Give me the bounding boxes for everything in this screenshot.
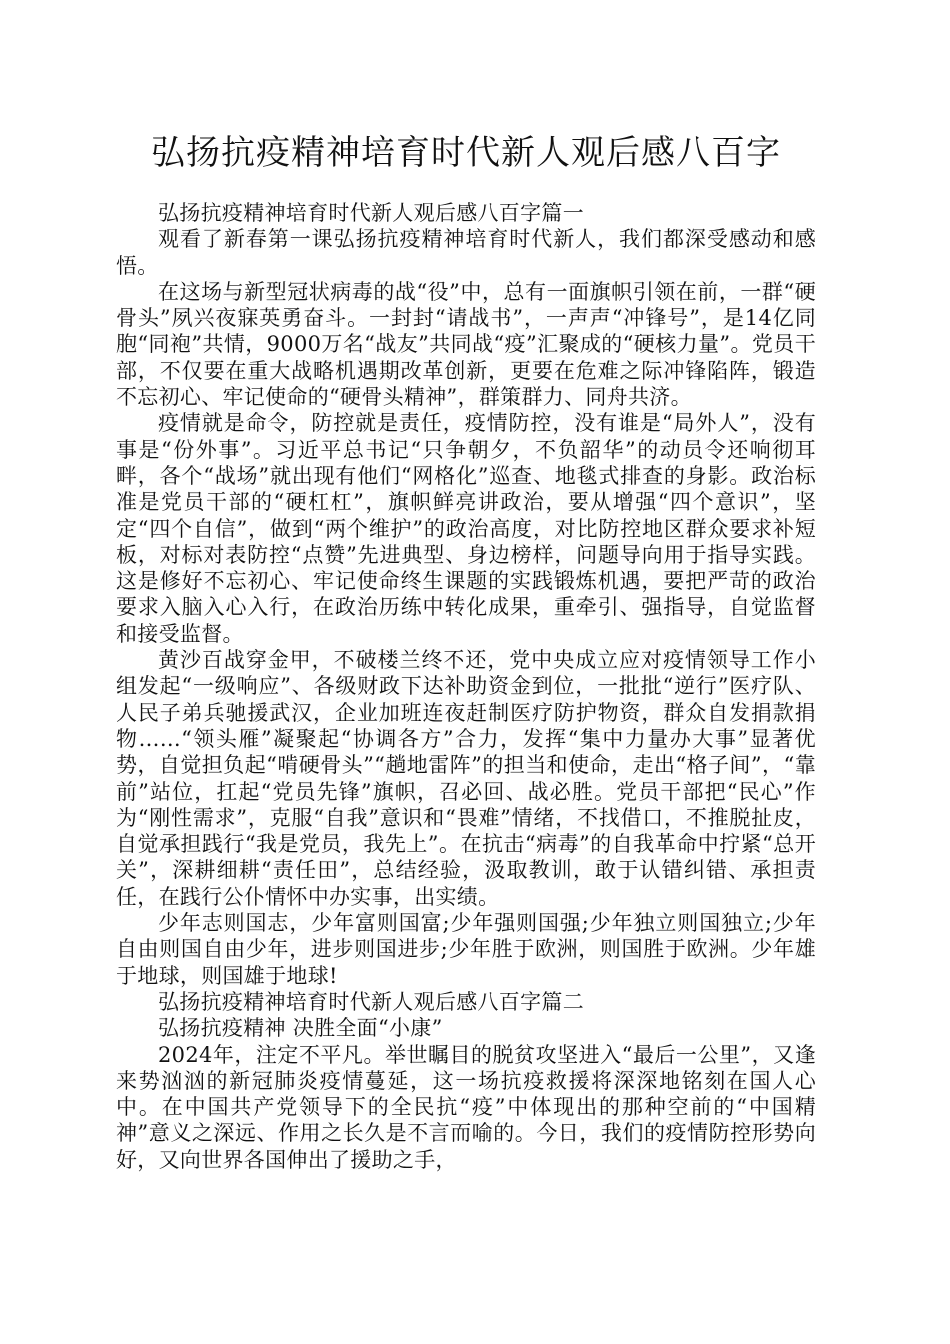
document-body	[116, 200, 816, 1173]
paragraph-youth: 少年志则国志，少年富则国富;少年强则国强;少年独立则国独立;少年自由则国自由少年，进步则国进步;少年胜于欧洲，则国胜于欧洲。少年雄于地球，则国雄于地球!	[116, 911, 816, 988]
paragraph-intro: 观看了新春第一课弘扬抗疫精神培育时代新人，我们都深受感动和感悟。	[116, 227, 816, 278]
paragraph-epidemic-order: 疫情就是命令，防控就是责任，疫情防控，没有谁是“局外人”，没有事是“份外事”。习近平总书记“只争朝夕，不负韶华”的动员令还响彻耳畔，各个“战场”就出现有他们“网格化”巡查、地毯式排查的身影。政治标准是党员干部的“硬杠杠”，旗帜鲜亮讲政治，要从增强“四个意识”，坚定“四个自信”，做到“两个维护”的政治高度，对比防控地区群众要求补短板，对标对表防控“点赞”先进典型、身边榜样，问题导向用于指导实践。这是修好不忘初心、牢记使命终生课题的实践锻炼机遇，要把严苛的政治要求入脑入心入行，在政治历练中转化成果，重牵引、强指导，自觉监督和接受监督。	[116, 411, 816, 646]
section-heading-1: 弘扬抗疫精神培育时代新人观后感八百字篇一	[158, 201, 584, 225]
document-title: 弘扬抗疫精神培育时代新人观后感八百字	[151, 133, 781, 173]
document-page	[116, 0, 816, 1173]
section-subtitle: 弘扬抗疫精神 决胜全面“小康”	[158, 1016, 443, 1041]
paragraph-yellow-sand: 黄沙百战穿金甲，不破楼兰终不还，党中央成立应对疫情领导工作小组发起“一级响应”、各级财政下达补助资金到位，一批批“逆行”医疗队、人民子弟兵驰援武汉，企业加班连夜赶制医疗防护物资，群众自发捐款捐物……“领头雁”凝聚起“协调各方”合力，发挥“集中力量办大事”显著优势，自觉担负起“啃硬骨头”“趟地雷阵”的担当和使命，走出“格子间”，“靠前”站位，扛起“党员先锋”旗帜，召必回、战必胜。党员干部把“民心”作为“刚性需求”，克服“自我”意识和“畏难”情绪，不找借口，不推脱扯皮，自觉承担践行“我是党员，我先上”。在抗击“病毒”的自我革命中拧紧“总开关”，深耕细耕“责任田”，总结经验，汲取教训，敢于认错纠错、承担责任，在践行公仆情怀中办实事，出实绩。	[116, 648, 816, 909]
paragraph-2024: 2024年，注定不平凡。举世瞩目的脱贫攻坚进入“最后一公里”，又逢来势汹汹的新冠肺炎疫情蔓延，这一场抗疫救援将深深地铭刻在国人心中。在中国共产党领导下的全民抗“疫”中体现出的那种空前的“中国精神”意义之深远、作用之长久是不言而喻的。今日，我们的疫情防控形势向好，又向世界各国伸出了援助之手，	[116, 1042, 816, 1172]
section-heading-2: 弘扬抗疫精神培育时代新人观后感八百字篇二	[158, 989, 584, 1014]
paragraph-hard-bone: 在这场与新型冠状病毒的战“役”中，总有一面旗帜引领在前，一群“硬骨头”夙兴夜寐英勇奋斗。一封封“请战书”，一声声“冲锋号”，是14亿同胞“同袍”共情，9000万名“战友”共同战“疫”汇聚成的“硬核力量”。党员干部，不仅要在重大战略机遇期改革创新，更要在危难之际冲锋陷阵，锻造不忘初心、牢记使命的“硬骨头精神”，群策群力、同舟共济。	[116, 279, 816, 410]
